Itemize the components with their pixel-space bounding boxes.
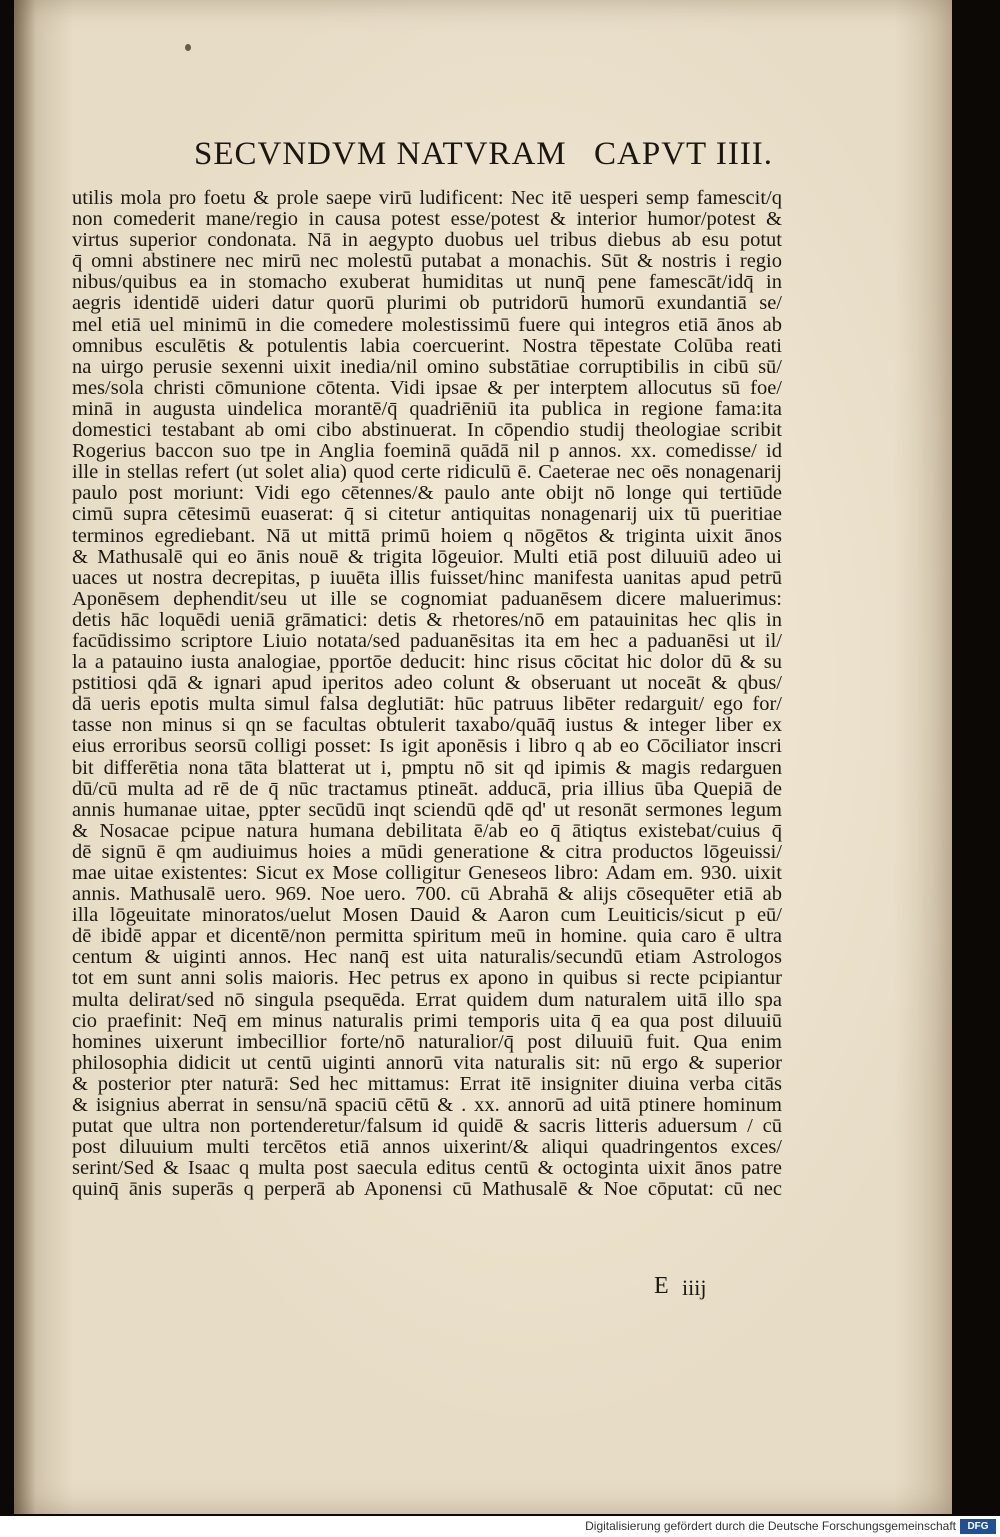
text-line: dā ueris epotis multa simul falsa deglutiāt: hūc patruus libēter redarguit/ ego for/	[72, 694, 782, 716]
text-line: tasse non minus si qn se facultas obtulerit taxabo/quāq̄ iustus & integer liber ex	[72, 715, 782, 737]
text-line: mes/sola christi cōmunione cōtenta. Vidi ipsae & per interptem allocutus sū foe/	[72, 377, 782, 399]
text-line: ille in stellas refert (ut solet alia) quod certe ridiculū ē. Caeterae nec oēs nonagenarij	[72, 462, 782, 484]
text-line: bit differētia nona tāta blatterat ut i, pmptu nō sit qd ipimis & magis redarguen	[72, 757, 782, 779]
running-head-right: CAPVT IIII.	[594, 136, 774, 172]
text-line: mel etiā uel minimū in die comedere molestissimū fuere qui integros etiā ānos ab	[72, 314, 782, 336]
text-line: utilis mola pro foetu & prole saepe virū ludificent: Nec itē uesperi semp famescit/q	[72, 188, 782, 209]
text-line: virtus superior condonata. Nā in aegypto duobus uel tribus diebus ab esu potut	[72, 230, 782, 252]
text-line: non comederit mane/regio in causa potest esse/potest & interior humor/potest &	[72, 209, 782, 231]
text-line: serint/Sed & Isaac q multa post saecula editus centū & octoginta uixit ānos patre	[72, 1158, 782, 1180]
signature-number: iiij	[682, 1275, 707, 1300]
ink-dot	[185, 44, 191, 51]
text-line: domestici testabant ab omi cibo abstinuerat. In cōpendio studij theologiae scribit	[72, 420, 782, 442]
text-line: paulo post moriunt: Vidi ego cētennes/& paulo ante obijt nō longe qui tertiūde	[72, 483, 782, 505]
text-line: post diluuium multi tercētos etiā annos uixerint/& aliqui quadringentos exces/	[72, 1137, 782, 1159]
text-line: & posterior pter naturā: Sed hec mittamus: Errat itē insigniter diuina verba citās	[72, 1073, 782, 1095]
dfg-logo: DFG	[960, 1519, 996, 1534]
text-line: annis humanae uitae, ppter secūdū inqt sciendū qdē qd' ut resonāt sermones legum	[72, 799, 782, 821]
text-line: eius erroribus seorsū colligi posset: Is igit aponēsis i libro q ab eo Cōciliator inscri	[72, 736, 782, 758]
text-line: philosophia didicit ut centū uiginti annorū vita naturalis sit: nū ergo & superior	[72, 1052, 782, 1074]
text-line: na uirgo perusie sexenni uixit inedia/nil omino substātiae corruptibilis in cibū sū/	[72, 356, 782, 378]
text-line: dē ibidē appar et dicentē/non permitta spiritum meū in homine. quia caro ē ultra	[72, 926, 782, 948]
text-line: omnibus esculētis & potulentis labia coercuerint. Nostra tēpestate Colūba reati	[72, 335, 782, 357]
text-line: detis hāc loquēdi ueniā grāmatici: detis & rhetores/nō em patauinitas hec qlis in	[72, 609, 782, 631]
text-line: facūdissimo scriptore Liuio notata/sed paduanēsitas ita em hec a paduanēsi ut il/	[72, 630, 782, 652]
text-line: homines uixerunt imbecillior forte/nō naturalior/q̄ post diluuiū fuit. Qua enim	[72, 1031, 782, 1053]
text-line: mae uitae existentes: Sicut ex Mose colligitur Geneseos libro: Adam em. 930. uixit	[72, 863, 782, 884]
text-line: Rogerius baccon suo tpe in Anglia foeminā quādā nil p annos. xx. comedisse/ id	[72, 441, 782, 463]
book-page	[14, 0, 952, 1514]
text-line: centum & uiginti annos. Hec nanq̄ est uita naturalis/secundū etiam Astrologos	[72, 947, 782, 969]
text-line: & Nosacae pcipue natura humana debilitata ē/ab eo q̄ ātiqtus existebat/cuius q̄	[72, 820, 782, 842]
text-line: uaces ut nostra decrepitas, p iuuēta illis fuisset/hinc manifesta uanitas apud petrū	[72, 567, 782, 589]
text-line: illa lōgeuitate minoratos/uelut Mosen Dauid & Aaron cum Leuiticis/sicut p eū/	[72, 905, 782, 927]
text-line: & Mathusalē qui eo ānis nouē & trigita lōgeuior. Multi etiā post diluuiū adeo ui	[72, 546, 782, 568]
text-line: dē signū ē qm audiuimus hoies a mūdi generatione & citra productos lōgeuissi/	[72, 841, 782, 863]
gutter-shadow	[14, 0, 36, 1514]
text-line: Aponēsem dephendit/seu ut ille se cognomiat paduanēsem dicere maluerimus:	[72, 588, 782, 610]
text-line: cio praefinit: Neq̄ em minus naturalis primi temporis uita q̄ ea qua post diluuiū	[72, 1010, 782, 1032]
text-line: multa delirat/sed nō singula psequēda. Errat quidem dum naturalem uitā illo spa	[72, 989, 782, 1011]
text-line: quinq̄ ānis superās q perperā ab Aponensi cū Mathusalē & Noe cōputat: cū nec	[72, 1179, 782, 1201]
footer-bar	[0, 1516, 1000, 1537]
text-line: tot em sunt anni solis maioris. Hec petrus ex apono in quibus si recte pcipiantur	[72, 968, 782, 990]
text-line: q̄ omni abstinere nec mirū nec molestū putabat a monachis. Sūt & nostris i regio	[72, 251, 782, 273]
running-head	[194, 136, 954, 176]
text-line: putat que ultra non portenderetur/falsum id quidē & sacris litteris aduersum / cū	[72, 1116, 782, 1138]
signature-letter: E	[654, 1273, 669, 1299]
running-head-left: SECVNDVM NATVRAM	[194, 136, 567, 172]
text-line: aegris identidē uideri datur quorū plurimi ob putridorū humorū exundantiā se/	[72, 293, 782, 315]
text-line: & isignius aberrat in sensu/nā spaciū cētū & . xx. annorū ad uitā ptinere hominum	[72, 1095, 782, 1117]
text-line: cimū supra cētesimū euaserat: q̄ si citetur antiquitas nonagenarij uix tū pueritiae	[72, 504, 782, 526]
text-line: terminos egrediebant. Nā ut mittā primū hoiem q nōgētos & triginta uixit ānos	[72, 525, 782, 547]
text-line: annis. Mathusalē uero. 969. Noe uero. 700. cū Abrahā & alijs cōsequēter etiā ab	[72, 884, 782, 906]
text-line: pstitiosi qdā & ignari apud iperitos adeo colunt & obseruant ut noceāt & qbus/	[72, 673, 782, 695]
funding-credit: Digitalisierung gefördert durch die Deutsche Forschungsgemeinschaft	[585, 1519, 956, 1533]
signature-mark	[654, 1273, 734, 1303]
text-line: dū/cū multa ad rē de q̄ nūc tractamus ptineāt. adducā, pria illius ūba Quepiā de	[72, 778, 782, 800]
body-text	[72, 188, 782, 1201]
text-line: nibus/quibus ea in stomacho exuberat humiditas ut nunq̄ pene famescāt/idq̄ in	[72, 272, 782, 294]
text-line: la a patauino iusta analogiae, pportōe deducit: hinc risus cōcitat hic dolor dū & su	[72, 652, 782, 674]
text-line: minā in augusta uindelica morantē/q̄ quadriēniū ita publica in regione fama:ita	[72, 398, 782, 420]
